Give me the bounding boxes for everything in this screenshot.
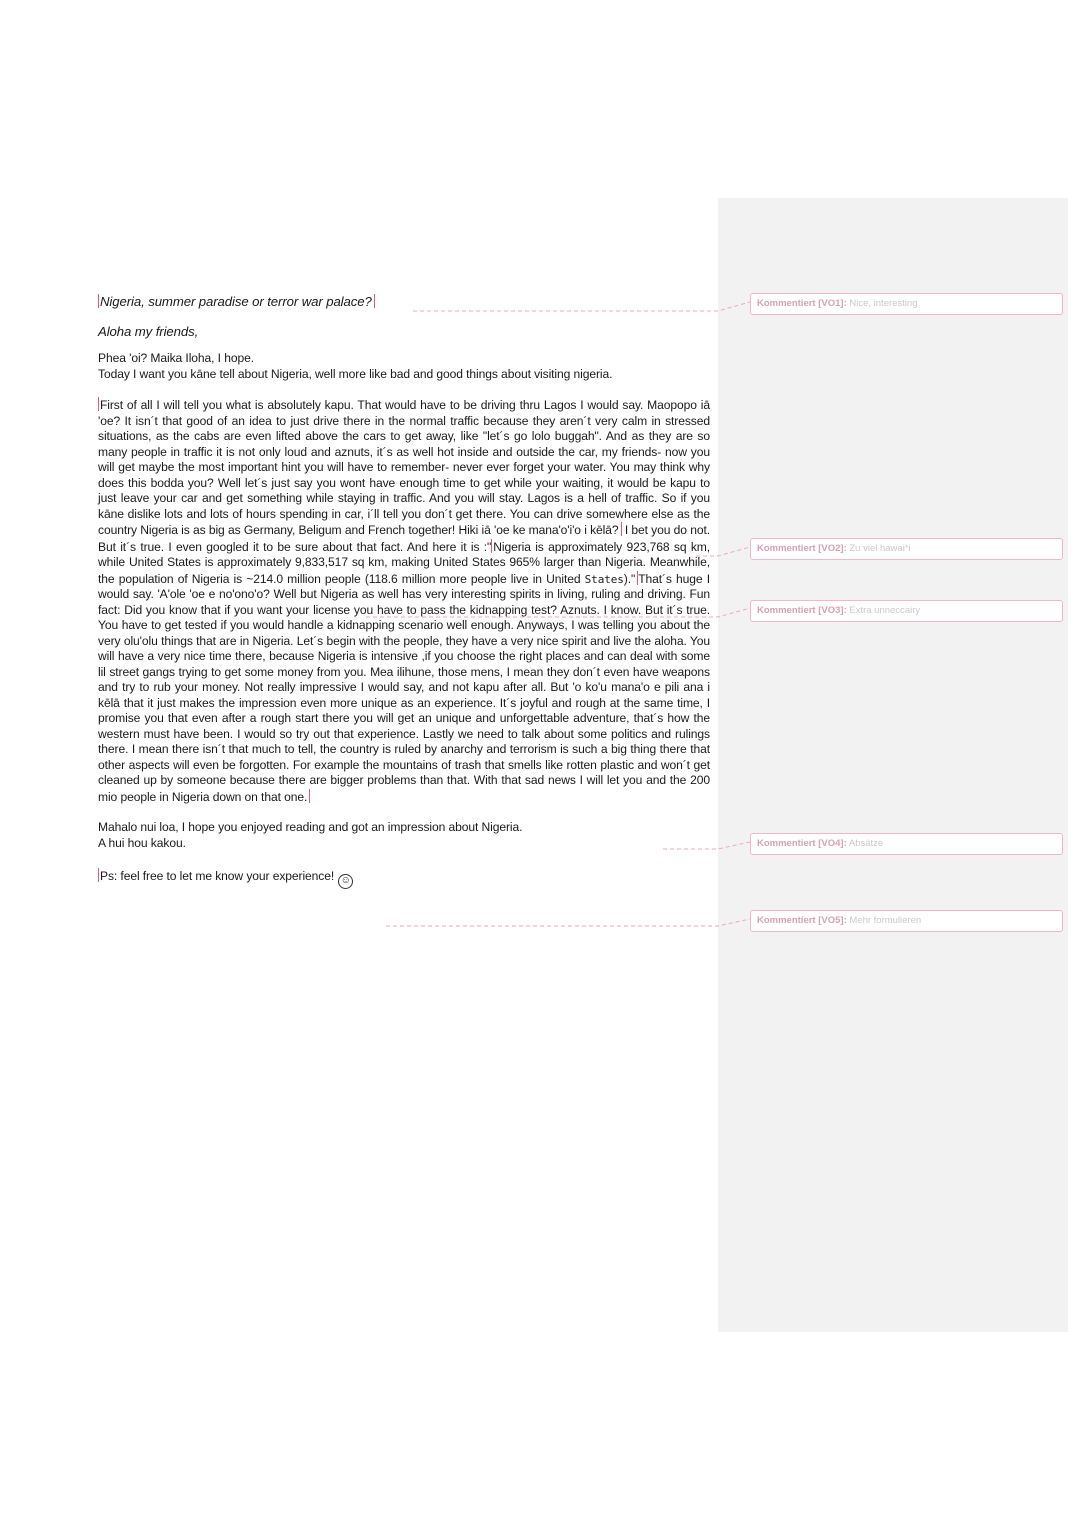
closing-line: A hui hou kakou. (98, 835, 186, 850)
connector-vo5 (386, 919, 750, 926)
intro-line: Today I want you kāne tell about Nigeria, well more like bad and good things about visiting nigeria. (98, 366, 613, 381)
comment-vo4[interactable] (750, 833, 1063, 855)
main-text: That´s huge I would say. 'A'ole 'oe e no'ono'o? Well but Nigeria as well has very interesting spirits in living, ruling and driving. Fun fact: Did you know that if you want your license you have to pass the kidnapping test? Aznuts. I know. But it´s true. You have to get tested if you would handle a kidnapping scenario well enough. Anyways, I was telling you about the very olu'olu things that are in Nigeria. Let´s begin with the people, they have a very nice spirit and live the aloha. You will have a very nice time there, because Nigeria is intensive ,if you choose the right places and can deal with some lil street gangs trying to get some money from you. Mea ilihune, those mens, I mean they don´t even have weapons and try to rub your money. Not really impressive I would say, and not kapu after all. But 'o ko'u mana'o e pili ana i kēlā that it just makes the impression even more unique as an experience. It´s joyful and rough at the same time, I promise you that even after a rough start there you will get an unique and unforgettable adventure, that´s how the western must have been. I would so try out that experience. Lastly we need to talk about some politics and rulings there. I mean there isn´t that much to tell, the country is ruled by anarchy and terrorism is such a big thing there that other aspects will even be forgotten. For example the mountains of trash that smells like rotten plastic and won´t get cleaned up by someone because there are bigger problems than that. With that sad news I will let you and the 200 mio people in Nigeria down on that one. (98, 571, 710, 804)
closing-paragraph[interactable] (98, 820, 710, 851)
comment-pane (718, 198, 1068, 1332)
comment-anchor-start (98, 397, 99, 411)
comment-text: Zu viel hawai*i (849, 543, 911, 554)
smiley-icon: ☺ (338, 874, 353, 889)
comment-text: Extra unneccairy (849, 605, 921, 616)
comment-label: Kommentiert [VO3]: (757, 605, 847, 616)
comment-vo2[interactable] (750, 538, 1063, 560)
comment-text: Absätze (848, 838, 884, 849)
comment-text: Nice, interesting (849, 298, 918, 309)
quoted-text: Nigeria is approximately 923,768 sq km, while United States is approximately 9,833,517 sq km, making United States 965% larger than Nigeria. Meanwhile, the population of Nigeria is ~214.0 million people (118.6 million more people live in United (98, 539, 711, 586)
comment-anchor-end (621, 522, 622, 536)
comment-label: Kommentiert [VO5]: (757, 915, 847, 926)
main-text: First of all I will tell you what is absolutely kapu. That would have to be driving thru Lagos I would say. Maopopo iā 'oe? It isn´t that good of an idea to just drive there in the normal traffic because they aren´t very calm in stressed situations, as the cabs are even lifted above the cars to get away, like "let´s go lolo buggah". And as they are so many people in traffic it is not only loud and aznuts, it´s as well hot inside and outside the car, my friends- now you will get maybe the most important hint you will have to remember- never ever forget your water. You may think why does this bodda you? Well let´s just say you wont have enough time to get while your waiting, it would be kapu to just leave your car and get something while staying in traffic. And you will stay. Lagos is a hell of traffic. So if you kāne dislike lots and lots of hours spending in car, i´ll tell you don´t get there. You can drive somewhere else as the country Nigeria is as big as Germany, Beligum and French together! Hiki iā 'oe ke mana'o'i'o i kēlā? (98, 398, 710, 537)
quoted-text-mono: States (584, 572, 624, 586)
comment-vo1[interactable] (750, 293, 1063, 315)
document-title[interactable]: Nigeria, summer paradise or terror war palace? (98, 293, 710, 310)
comment-label: Kommentiert [VO4]: (757, 838, 847, 849)
comment-anchor-start (98, 868, 99, 882)
greeting[interactable]: Aloha my friends, (98, 324, 199, 339)
document-body (98, 293, 710, 889)
comment-anchor-start (98, 294, 99, 308)
comment-vo5[interactable] (750, 910, 1063, 932)
comment-vo3[interactable] (750, 600, 1063, 622)
quoted-text: )." (623, 571, 636, 586)
comment-text: Mehr formulieren (849, 915, 922, 926)
comment-label: Kommentiert [VO2]: (757, 543, 847, 554)
closing-line: Mahalo nui loa, I hope you enjoyed reading and got an impression about Nigeria. (98, 820, 523, 834)
comment-anchor-end (374, 294, 375, 308)
comment-label: Kommentiert [VO1]: (757, 298, 847, 309)
comment-anchor-end (309, 789, 310, 803)
main-text: I bet you do not. But it´s true. I even googled it to be sure about that fact. And here it is :" (98, 523, 710, 554)
ps-line[interactable]: Ps: feel free to let me know your experience! ☺ (98, 868, 710, 889)
main-paragraph[interactable] (98, 397, 710, 805)
intro-line: Phea 'oi? Maika Iloha, I hope. (98, 351, 254, 365)
intro-paragraph[interactable] (98, 351, 710, 382)
